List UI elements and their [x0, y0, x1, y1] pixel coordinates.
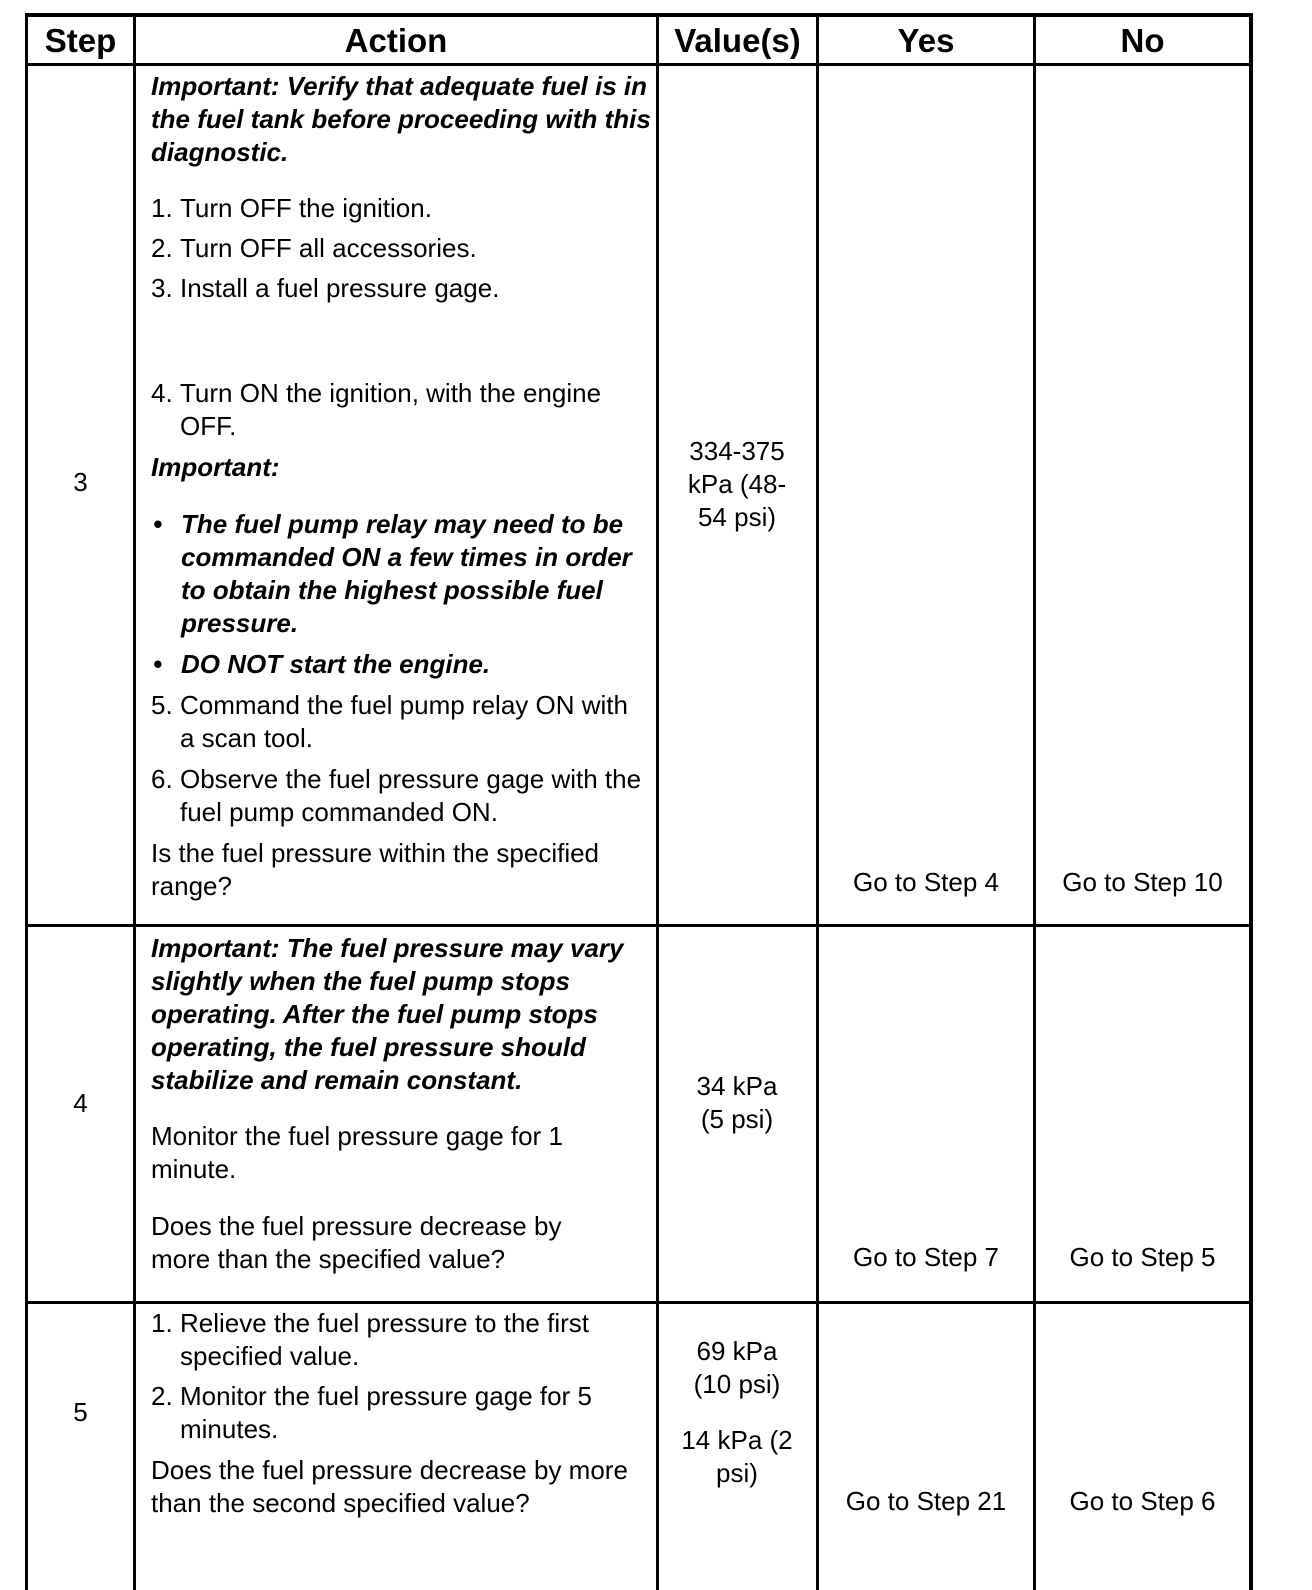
row-5-action	[151, 1307, 651, 1520]
row-3-yes: Go to Step 4	[853, 867, 999, 897]
list-number: 5.	[151, 690, 173, 720]
list-item	[151, 1380, 650, 1446]
list-number: 1.	[151, 1308, 173, 1338]
row-5-no: Go to Step 6	[1069, 1486, 1216, 1516]
row-3-question: Is the fuel pressure within the specified range?	[151, 838, 600, 901]
row-4-step: 4	[73, 1088, 88, 1118]
list-text: Install a fuel pressure gage.	[180, 273, 500, 303]
list-number: 6.	[151, 764, 173, 794]
row-3-value: 334-375 kPa (48-54 psi)	[687, 435, 787, 532]
row-5-question: Does the fuel pressure decrease by more than the second specified value?	[151, 1455, 628, 1518]
list-item	[151, 1307, 650, 1373]
header-yes: Yes	[897, 22, 955, 59]
right-border	[1249, 13, 1253, 1590]
list-text: Relieve the fuel pressure to the first specified value.	[180, 1308, 589, 1371]
row-4-bottom-border	[25, 1301, 1253, 1304]
row-5-value-1: 69 kPa (10 psi)	[693, 1336, 781, 1399]
row-4-instruction: Monitor the fuel pressure gage for 1 minute.	[151, 1121, 563, 1184]
list-item	[151, 763, 660, 829]
row-3-bottom-border	[25, 924, 1253, 927]
list-item	[151, 689, 640, 755]
row-4-question: Does the fuel pressure decrease by more than the specified value?	[151, 1211, 562, 1274]
bullet-text: DO NOT start the engine.	[181, 649, 491, 679]
list-item	[151, 272, 651, 305]
bullet-char: •	[153, 509, 163, 539]
row-4-yes: Go to Step 7	[853, 1242, 999, 1272]
row-4-no: Go to Step 5	[1069, 1242, 1216, 1272]
row-4-value: 34 kPa (5 psi)	[696, 1071, 778, 1134]
header-step: Step	[44, 22, 117, 59]
list-text: Turn OFF all accessories.	[180, 233, 477, 263]
row-3-important-intro: Important: Verify that adequate fuel is in the fuel tank before proceeding with this diagnostic.	[151, 71, 651, 167]
list-number: 4.	[151, 378, 173, 408]
row-3-step: 3	[73, 467, 88, 497]
col-divider-yes-no	[1033, 13, 1036, 1590]
row-5-value-2: 14 kPa (2 psi)	[681, 1425, 793, 1488]
bullet-char: •	[153, 649, 163, 679]
row-3-no: Go to Step 10	[1062, 867, 1223, 897]
list-text: Observe the fuel pressure gage with the fuel pump commanded ON.	[180, 764, 642, 827]
left-border	[25, 13, 28, 1590]
list-text: Turn ON the ignition, with the engine OFF.	[180, 378, 602, 441]
header-values: Value(s)	[674, 22, 801, 59]
col-divider-value-yes	[816, 13, 819, 1590]
list-text: Monitor the fuel pressure gage for 5 minutes.	[180, 1381, 592, 1444]
bullet-item	[151, 648, 651, 681]
list-number: 2.	[151, 233, 173, 263]
row-5-step: 5	[73, 1397, 88, 1427]
list-text: Command the fuel pump relay ON with a scan tool.	[180, 690, 628, 753]
bullet-item	[151, 508, 651, 640]
row-5-yes: Go to Step 21	[845, 1486, 1007, 1516]
list-text: Turn OFF the ignition.	[180, 193, 432, 223]
row-3-important-label: Important:	[151, 452, 280, 482]
col-divider-step-action	[133, 13, 136, 1590]
row-4-action	[151, 932, 651, 1276]
list-item	[151, 192, 651, 225]
list-number: 1.	[151, 193, 173, 223]
table-top-border	[25, 13, 1253, 17]
list-number: 2.	[151, 1381, 173, 1411]
list-item	[151, 232, 651, 265]
bullet-text: The fuel pump relay may need to be commanded ON a few times in order to obtain the highest possible fuel pressure.	[181, 509, 632, 638]
row-3-action	[151, 70, 651, 903]
row-4-important-intro: Important: The fuel pressure may vary slightly when the fuel pump stops operating. After the fuel pump stops operating, the fuel pressure should stabilize and remain constant.	[151, 933, 624, 1095]
list-item	[151, 377, 650, 443]
header-action: Action	[344, 22, 448, 59]
list-number: 3.	[151, 273, 173, 303]
header-no: No	[1120, 22, 1165, 59]
